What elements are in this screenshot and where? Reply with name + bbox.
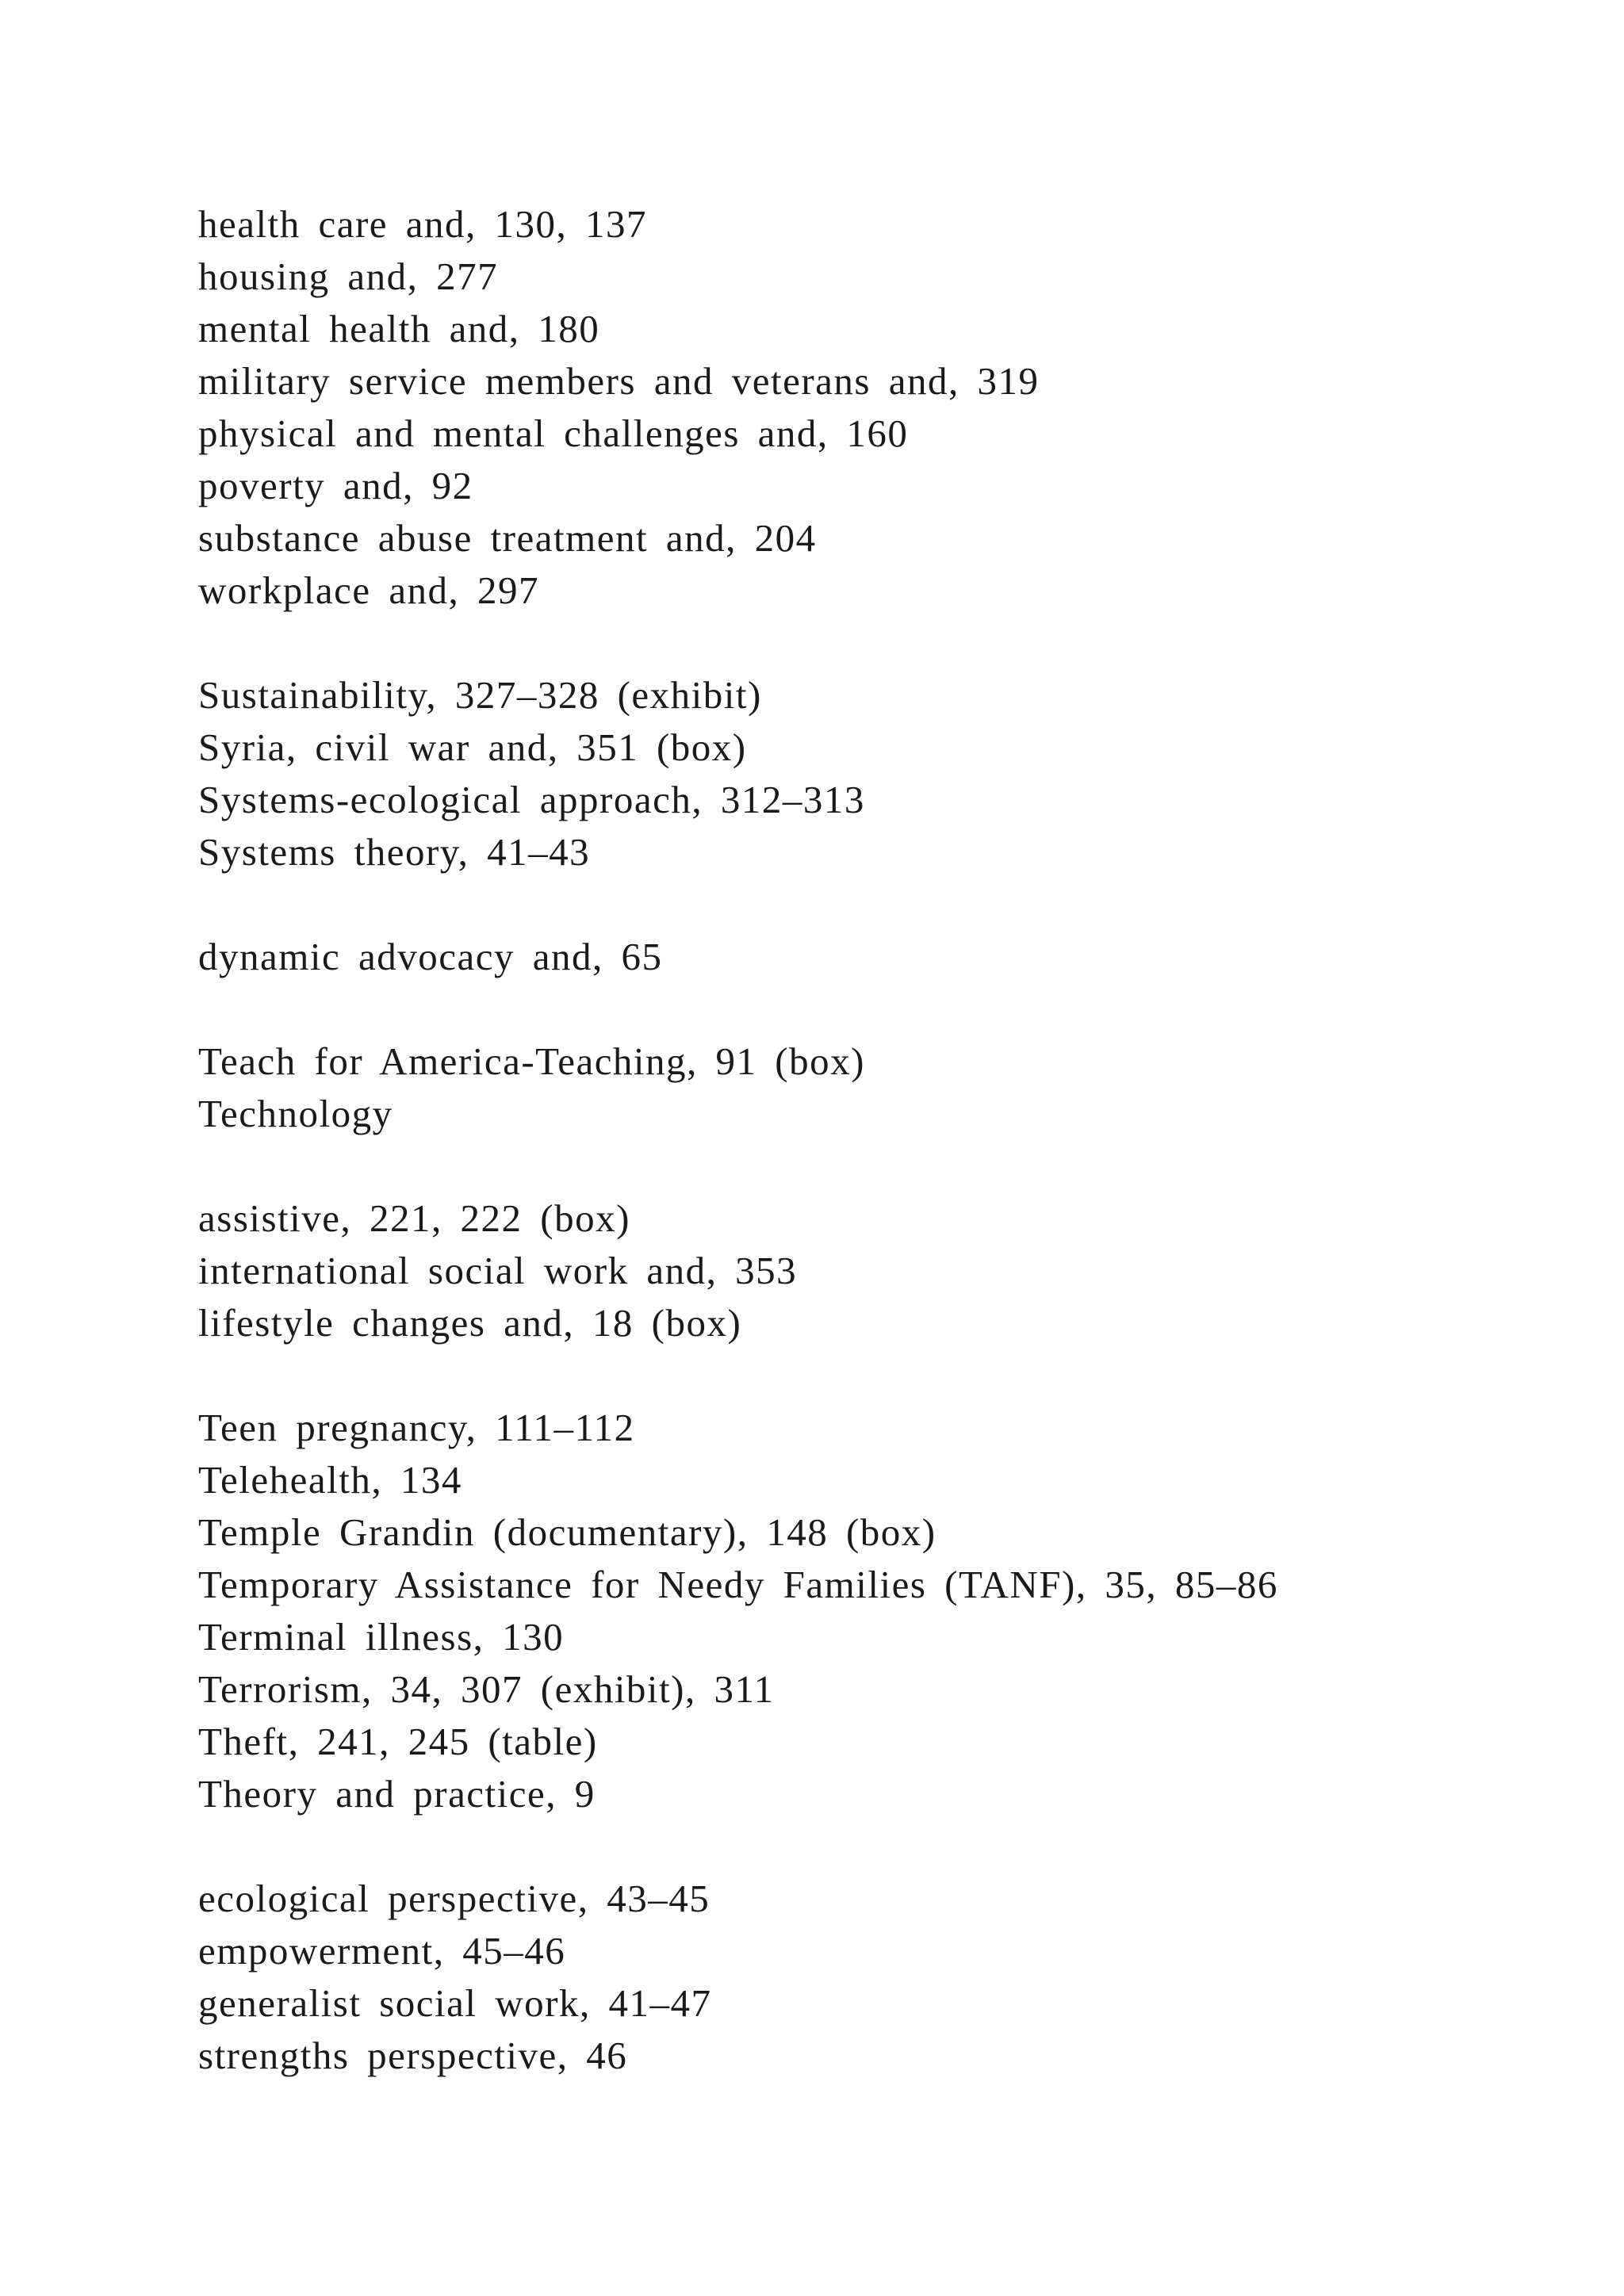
- index-group-subentries-3: [198, 1192, 1546, 1349]
- index-entry: Theft, 241, 245 (table): [198, 1720, 598, 1763]
- index-entry: Temple Grandin (documentary), 148 (box): [198, 1510, 936, 1554]
- index-group-entries-t1: [198, 1035, 1546, 1140]
- index-entry: Systems theory, 41–43: [198, 830, 591, 874]
- index-subentry: empowerment, 45–46: [198, 1929, 566, 1973]
- index-group-subentries-4: [198, 1873, 1546, 2082]
- index-subentry: strengths perspective, 46: [198, 2034, 628, 2077]
- index-subentry: lifestyle changes and, 18 (box): [198, 1301, 742, 1345]
- index-entry: Systems-ecological approach, 312–313: [198, 778, 865, 821]
- index-subentry: substance abuse treatment and, 204: [198, 516, 817, 560]
- index-entry: Technology: [198, 1092, 393, 1135]
- index-subentry: mental health and, 180: [198, 307, 600, 350]
- index-entry: Teach for America-Teaching, 91 (box): [198, 1039, 865, 1083]
- index-page: [198, 198, 1546, 2134]
- index-entry: Sustainability, 327–328 (exhibit): [198, 673, 762, 717]
- index-entry: Teen pregnancy, 111–112: [198, 1406, 635, 1449]
- index-entry: Temporary Assistance for Needy Families (TANF), 35, 85–86: [198, 1563, 1278, 1606]
- index-entry: Terrorism, 34, 307 (exhibit), 311: [198, 1667, 775, 1711]
- index-subentry: physical and mental challenges and, 160: [198, 411, 909, 455]
- index-group-subentries-2: [198, 931, 1546, 983]
- index-entry: Syria, civil war and, 351 (box): [198, 725, 747, 769]
- index-subentry: housing and, 277: [198, 254, 499, 298]
- index-entry: Terminal illness, 130: [198, 1615, 565, 1659]
- index-subentry: ecological perspective, 43–45: [198, 1877, 710, 1920]
- index-subentry: workplace and, 297: [198, 568, 540, 612]
- index-group-entries-s: [198, 669, 1546, 878]
- index-subentry: dynamic advocacy and, 65: [198, 935, 663, 978]
- index-subentry: health care and, 130, 137: [198, 202, 648, 246]
- index-entry: Telehealth, 134: [198, 1458, 462, 1502]
- index-subentry: military service members and veterans and, 319: [198, 359, 1040, 403]
- index-group-entries-t2: [198, 1402, 1546, 1820]
- index-subentry: international social work and, 353: [198, 1249, 798, 1292]
- index-entry: Theory and practice, 9: [198, 1772, 596, 1816]
- index-subentry: assistive, 221, 222 (box): [198, 1196, 630, 1240]
- index-subentry: generalist social work, 41–47: [198, 1981, 712, 2025]
- index-group-subentries-1: [198, 198, 1546, 617]
- index-subentry: poverty and, 92: [198, 464, 473, 507]
